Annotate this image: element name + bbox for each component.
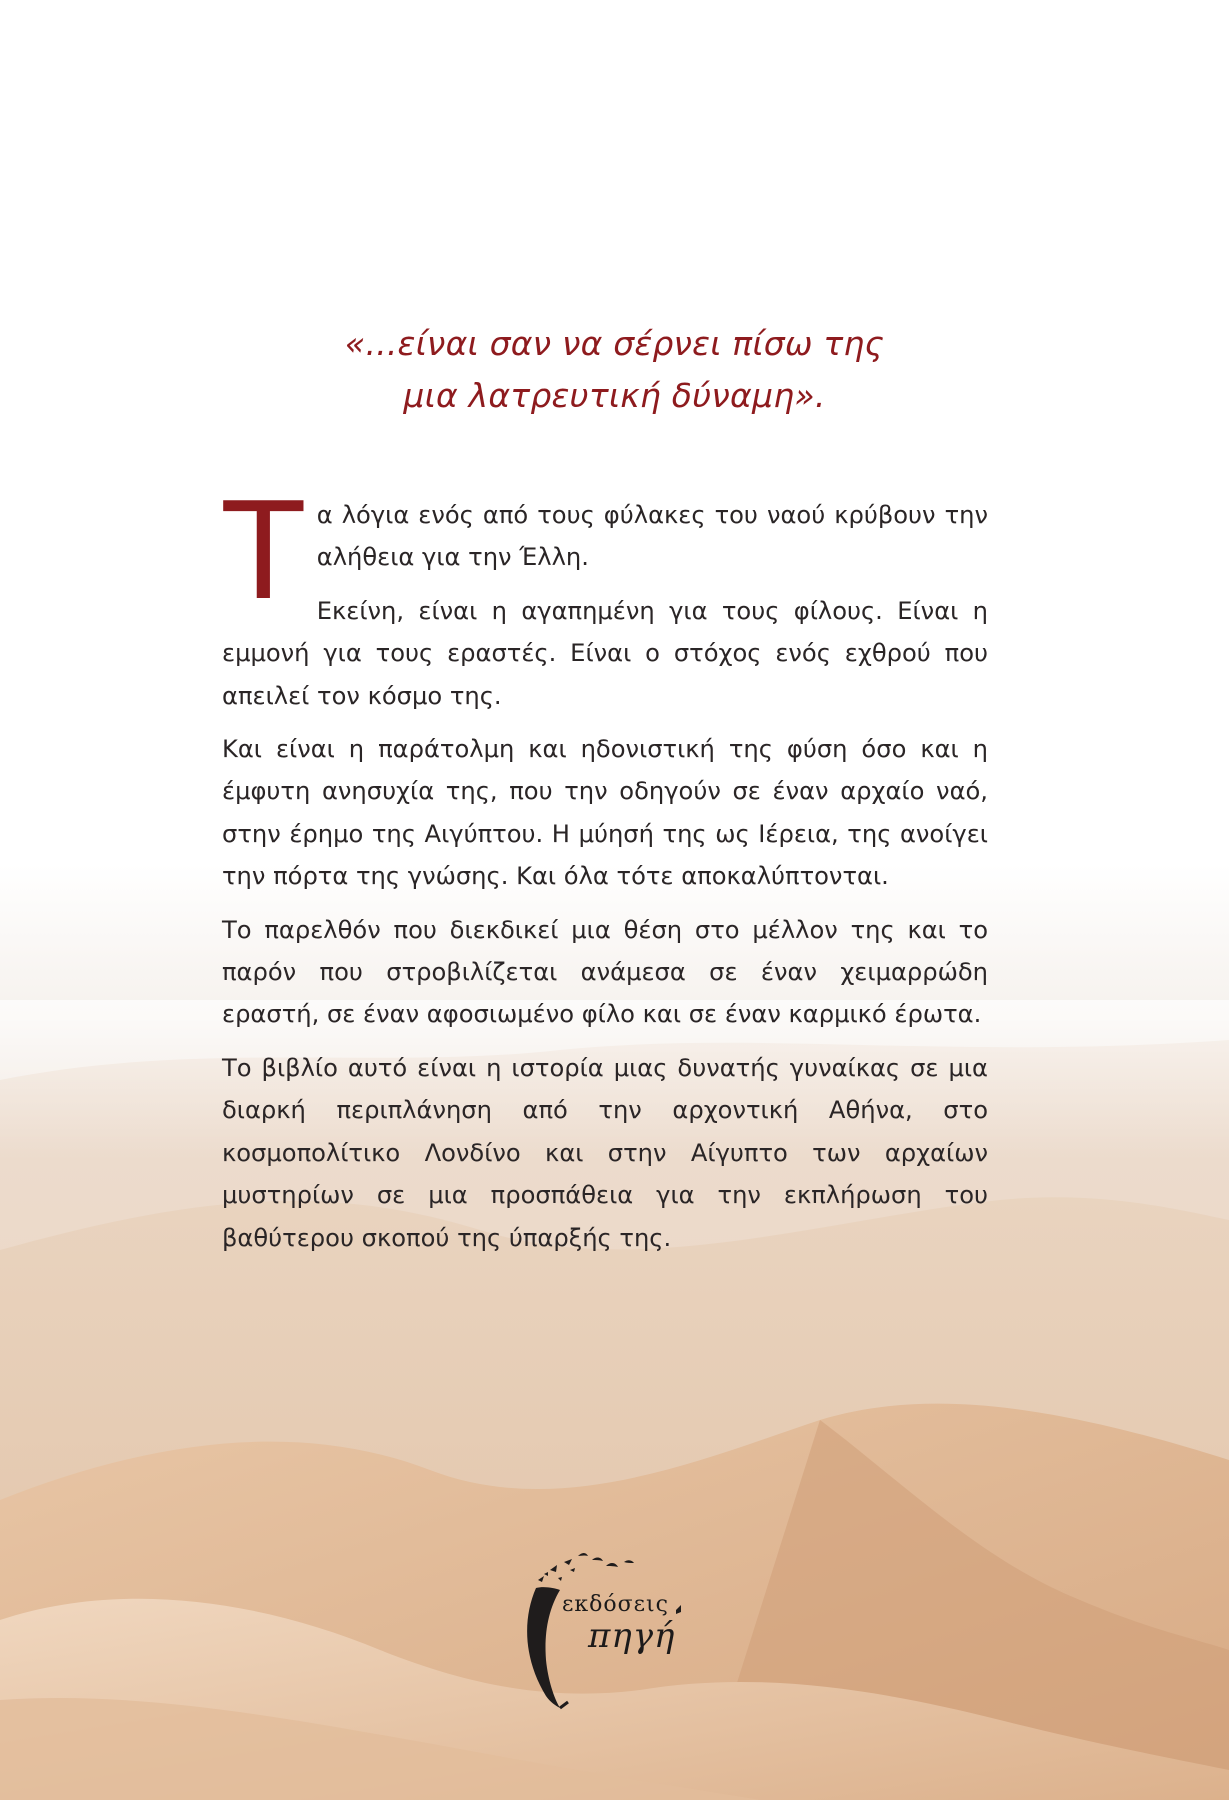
blurb-paragraph-1-text: α λόγια ενός από τους φύλακες του ναού κρύβουν την αλήθεια για την Έλλη. — [316, 501, 988, 572]
publisher-name-bottom: πηγή — [588, 1616, 676, 1656]
drop-cap: Τ — [220, 470, 307, 629]
blurb-paragraph-4: Το παρελθόν που διεκδικεί μια θέση στο μέλλον της και το παρόν που στροβιλίζεται ανάμεσα σε έναν χειμαρρώδη εραστή, σε έναν αφοσιωμένο φίλο και σε έναν καρμικό έρωτα. — [222, 915, 988, 1029]
blurb-paragraph-2: Εκείνη, είναι η αγαπημένη για τους φίλους. Είναι η εμμονή για τους εραστές. Είναι ο στόχος ενός εχθρού που απειλεί τον κόσμο της. — [222, 596, 988, 710]
blurb-paragraph-1 — [220, 470, 988, 629]
blurb-text — [220, 470, 988, 1270]
quote-line-2: μια λατρευτική δύναμη». — [403, 376, 826, 415]
quote-line-1: «...είναι σαν να σέρνει πίσω της — [344, 324, 885, 363]
blurb-paragraph-3: Και είναι η παράτολμη και ηδονιστική της φύση όσο και η έμφυτη ανησυχία της, που την οδηγούν σε έναν αρχαίο ναό, στην έρημο της Αιγύπτου. Η μύησή της ως Ιέρεια, της ανοίγει την πόρτα της γνώσης. Και όλα τότε αποκαλύπτονται. — [222, 735, 988, 891]
tagline-quote — [0, 318, 1229, 422]
blurb-paragraph-5: Το βιβλίο αυτό είναι η ιστορία μιας δυνατής γυναίκας σε μια διαρκή περιπλάνηση από την αρχοντική Αθήνα, στο κοσμοπολίτικο Λονδίνο και στην Αίγυπτο των αρχαίων μυστηρίων σε μια προσπάθεια για την εκπλήρωση του βαθύτερου σκοπού της ύπαρξής της. — [222, 1053, 988, 1252]
publisher-name-top: εκδόσεις — [562, 1592, 669, 1617]
